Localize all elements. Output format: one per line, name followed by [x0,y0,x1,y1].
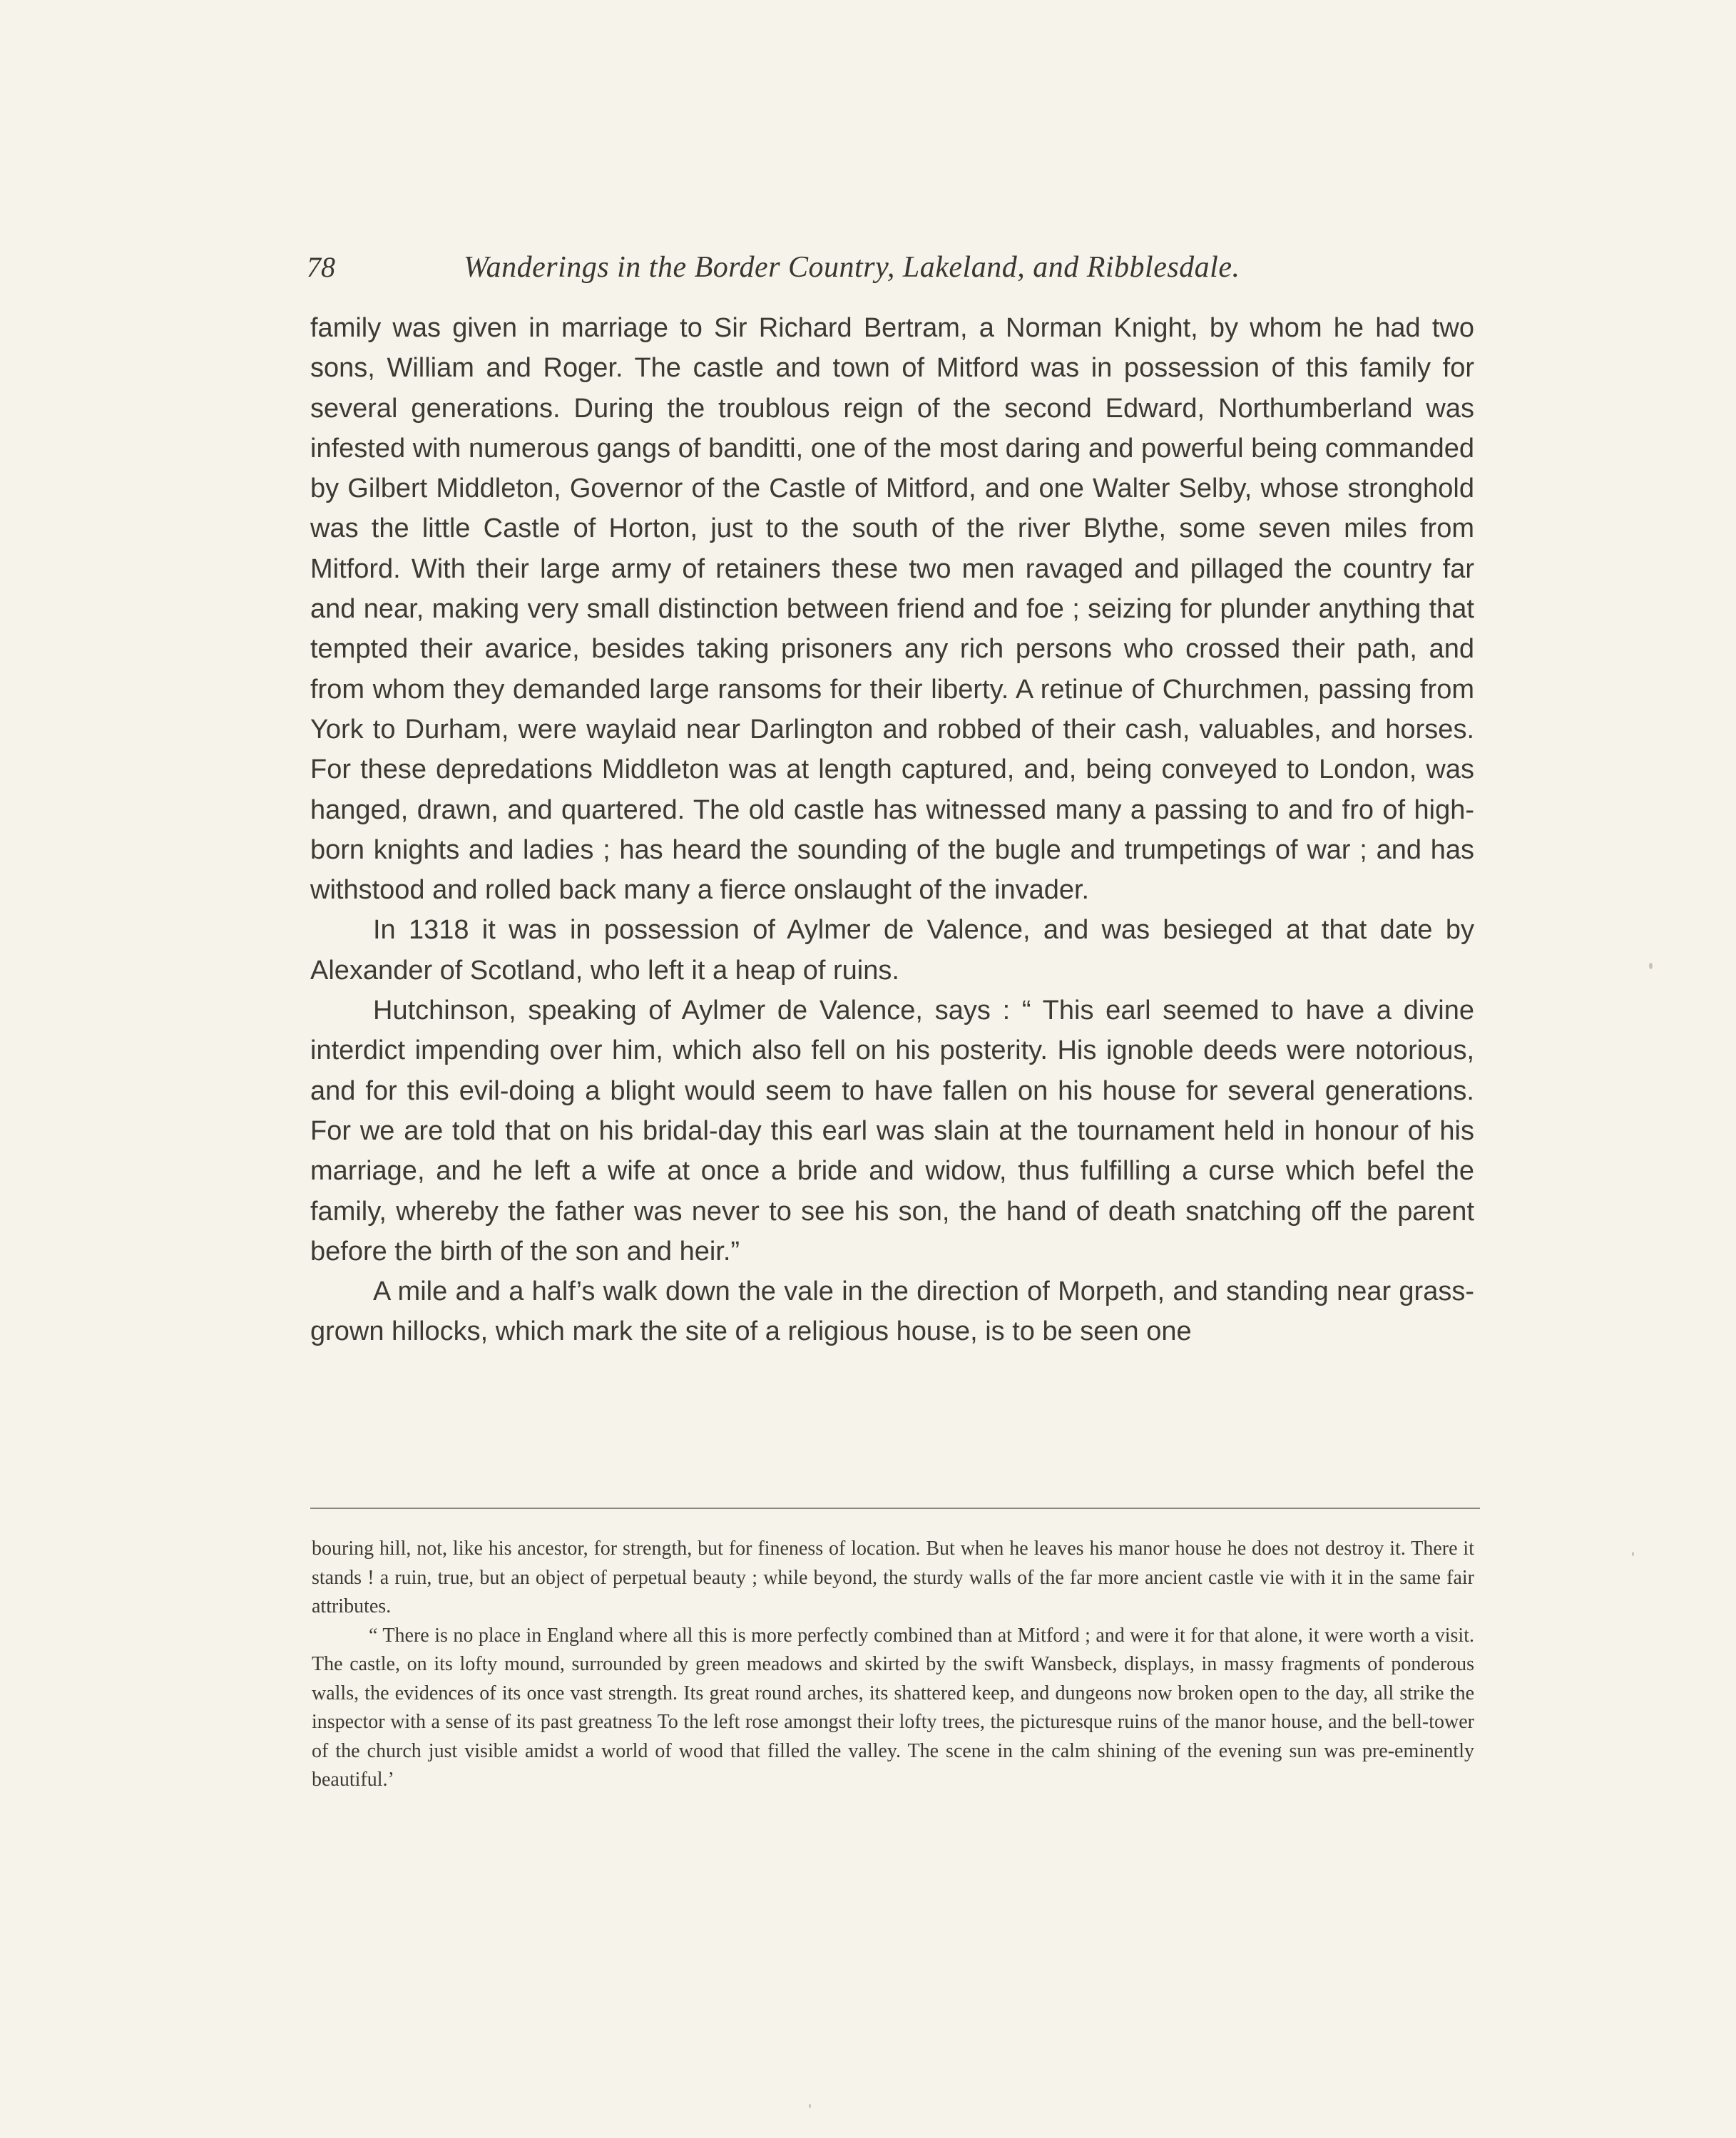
main-text [310,308,1474,1352]
running-head [307,242,1327,292]
page-number: 78 [307,251,335,283]
body-paragraph: A mile and a half’s walk down the vale in the direction of Morpeth, and standing near grass-grown hillocks, which mark the site of a religious house, is to be seen one [310,1277,1474,1347]
paper-speck [1649,963,1653,969]
running-title: Wanderings in the Border Country, Lakeland, and Ribblesdale. [464,251,1240,284]
footnote-paragraph: “ There is no place in England where all this is more perfectly combined than at Mitford ; and were it for that alone, it were worth a visit. The castle, on its lofty mound, surrounded by green meadows and skirted by the swift Wansbeck, displays, in massy fragments of ponderous walls, the evidences of its once vast strength. Its great round arches, its shattered keep, and dungeons now broken open to the day, all strike the inspector with a sense of its past greatness To the left rose amongst their lofty trees, the picturesque ruins of the manor house, and the bell-tower of the church just visible amidst a world of wood that filled the valley. The scene in the calm shining of the evening sun was pre-eminently beautiful.’ [312,1624,1474,1791]
footnote-rule [310,1508,1480,1509]
body-paragraph: family was given in marriage to Sir Richard Bertram, a Norman Knight, by whom he had two sons, William and Roger. The castle and town of Mitford was in possession of this family for several generations. During the troublous reign of the second Edward, Northumberland was infested with numerous gangs of banditti, one of the most daring and powerful being commanded by Gilbert Middleton, Governor of the Castle of Mitford, and one Walter Selby, whose stronghold was the little Castle of Horton, just to the south of the river Blythe, some seven miles from Mitford. With their large army of retainers these two men ravaged and pillaged the country far and near, making very small distinction between friend and foe ; seizing for plunder anything that tempted their avarice, besides taking prisoners any rich persons who crossed their path, and from whom they demanded large ransoms for their liberty. A retinue of Churchmen, passing from York to Durham, were waylaid near Darlington and robbed of their cash, valuables, and horses. For these depredations Middleton was at length captured, and, being conveyed to London, was hanged, drawn, and quartered. The old castle has witnessed many a passing to and fro of high-born knights and ladies ; has heard the sounding of the bugle and trumpetings of war ; and has withstood and rolled back many a fierce onslaught of the invader. [310,313,1474,906]
paper-speck [809,2104,811,2108]
footnote-paragraph: bouring hill, not, like his ancestor, for strength, but for fineness of location. But when he leaves his manor house he does not destroy it. There it stands ! a ruin, true, but an object of perpetual beauty ; while beyond, the sturdy walls of the far more ancient castle vie with it in the same fair attributes. [312,1538,1474,1617]
body-paragraph: Hutchinson, speaking of Aylmer de Valence, says : “ This earl seemed to have a divine interdict impending over him, which also fell on his posterity. His ignoble deeds were notorious, and for this evil-doing a blight would seem to have fallen on his house for several generations. For we are told that on his bridal-day this earl was slain at the tournament held in honour of his marriage, and he left a wife at once a bride and widow, thus fulfilling a curse which befel the family, whereby the father was never to see his son, the hand of death snatching off the parent before the birth of the son and heir.” [310,996,1474,1267]
paper-speck [1632,1552,1634,1556]
footnotes [312,1535,1474,1795]
body-paragraph: In 1318 it was in possession of Aylmer de Valence, and was besieged at that date by Alexander of Scotland, who left it a heap of ruins. [310,915,1474,986]
